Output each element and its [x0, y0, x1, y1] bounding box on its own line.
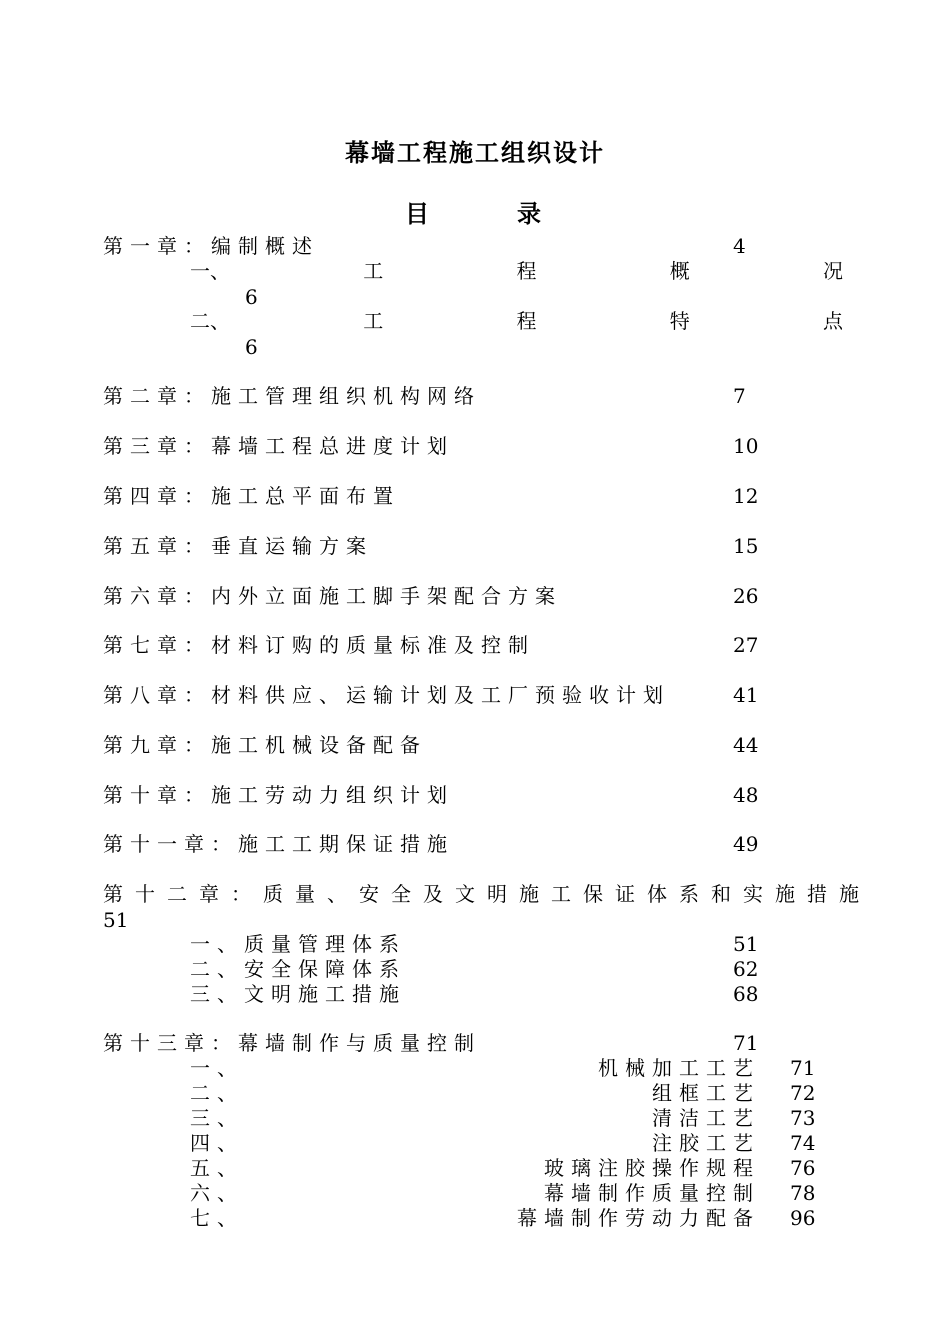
toc-chapter-10-label: 第十章：施工劳动力组织计划	[103, 783, 454, 807]
toc-ch1-sub1	[190, 259, 843, 283]
toc-ch13-sub1-page: 71	[790, 1056, 816, 1080]
toc-ch13-sub2-page: 72	[790, 1081, 816, 1105]
toc-ch13-sub6-label: 幕墙制作质量控制	[544, 1181, 760, 1205]
toc-ch13-sub5-label: 玻璃注胶操作规程	[544, 1156, 760, 1180]
toc-ch1-sub1-char-4: 况	[823, 259, 843, 283]
toc-chapter-8-page: 41	[733, 683, 759, 707]
toc-ch1-sub2-num: 二、	[190, 309, 230, 333]
toc-ch13-sub2-label: 组框工艺	[652, 1081, 760, 1105]
toc-chapter-10-page: 48	[733, 783, 759, 807]
toc-chapter-13-label: 第十三章：幕墙制作与质量控制	[103, 1031, 481, 1055]
toc-ch1-sub1-num: 一、	[190, 259, 230, 283]
toc-chapter-11-label: 第十一章：施工工期保证措施	[103, 832, 454, 856]
toc-ch13-sub4-label: 注胶工艺	[652, 1131, 760, 1155]
toc-chapter-7-label: 第七章：材料订购的质量标准及控制	[103, 633, 535, 657]
toc-ch12-sub1-page: 51	[733, 932, 759, 956]
toc-chapter-2-label: 第二章：施工管理组织机构网络	[103, 384, 481, 408]
toc-ch1-sub2-char-3: 特	[669, 309, 690, 333]
toc-ch13-sub1-num: 一、	[190, 1056, 244, 1080]
toc-heading-char-2: 录	[517, 199, 541, 228]
toc-chapter-9-label: 第九章：施工机械设备配备	[103, 733, 427, 757]
toc-ch1-sub2-page: 6	[245, 335, 258, 359]
toc-ch12-sub2-page: 62	[733, 957, 759, 981]
toc-ch13-sub7-label: 幕墙制作劳动力配备	[517, 1206, 760, 1230]
toc-ch12-sub3-page: 68	[733, 982, 759, 1006]
toc-ch12-sub2-label: 二、安全保障体系	[190, 957, 406, 981]
toc-chapter-7-page: 27	[733, 633, 759, 657]
toc-ch13-sub3-page: 73	[790, 1106, 816, 1130]
toc-ch1-sub1-char-2: 程	[516, 259, 537, 283]
toc-ch13-sub1-label: 机械加工工艺	[598, 1056, 760, 1080]
toc-chapter-3-label: 第三章：幕墙工程总进度计划	[103, 434, 454, 458]
toc-ch13-sub5-page: 76	[790, 1156, 816, 1180]
toc-chapter-1-page: 4	[733, 234, 746, 258]
toc-ch1-sub2-char-4: 点	[823, 309, 843, 333]
toc-chapter-11-page: 49	[733, 832, 759, 856]
toc-chapter-13-page: 71	[733, 1031, 759, 1055]
toc-ch13-sub2-num: 二、	[190, 1081, 244, 1105]
toc-ch1-sub2-char-2: 程	[516, 309, 537, 333]
toc-chapter-4-page: 12	[733, 484, 759, 508]
toc-ch13-sub7-num: 七、	[190, 1206, 244, 1230]
toc-ch13-sub6-num: 六、	[190, 1181, 244, 1205]
toc-ch1-sub2	[190, 309, 843, 333]
toc-ch12-sub1-label: 一、质量管理体系	[190, 932, 406, 956]
toc-chapter-6-label: 第六章：内外立面施工脚手架配合方案	[103, 584, 562, 608]
toc-ch13-sub4-page: 74	[790, 1131, 816, 1155]
toc-ch1-sub2-char-1: 工	[363, 309, 384, 333]
toc-chapter-12-page: 51	[103, 908, 129, 932]
toc-chapter-6-page: 26	[733, 584, 759, 608]
toc-ch13-sub6-page: 78	[790, 1181, 816, 1205]
toc-ch12-sub3-label: 三、文明施工措施	[190, 982, 406, 1006]
toc-ch13-sub4-num: 四、	[190, 1131, 244, 1155]
toc-chapter-9-page: 44	[733, 733, 759, 757]
toc-ch13-sub3-label: 清洁工艺	[652, 1106, 760, 1130]
toc-ch1-sub1-page: 6	[245, 285, 258, 309]
toc-chapter-5-label: 第五章：垂直运输方案	[103, 534, 373, 558]
toc-ch13-sub5-num: 五、	[190, 1156, 244, 1180]
toc-chapter-1-label: 第一章：编制概述	[103, 234, 319, 258]
toc-chapter-12-label: 第十二章：质量、安全及文明施工保证体系和实施措施	[103, 882, 871, 906]
toc-chapter-8-label: 第八章：材料供应、运输计划及工厂预验收计划	[103, 683, 670, 707]
toc-ch1-sub1-char-1: 工	[363, 259, 384, 283]
toc-ch13-sub3-num: 三、	[190, 1106, 244, 1130]
toc-chapter-3-page: 10	[733, 434, 759, 458]
toc-ch13-sub7-page: 96	[790, 1206, 816, 1230]
toc-chapter-5-page: 15	[733, 534, 759, 558]
toc-heading-char-1: 目	[405, 199, 429, 228]
toc-chapter-4-label: 第四章：施工总平面布置	[103, 484, 400, 508]
toc-chapter-2-page: 7	[733, 384, 746, 408]
document-title: 幕墙工程施工组织设计	[345, 138, 605, 167]
toc-ch1-sub1-char-3: 概	[669, 259, 690, 283]
